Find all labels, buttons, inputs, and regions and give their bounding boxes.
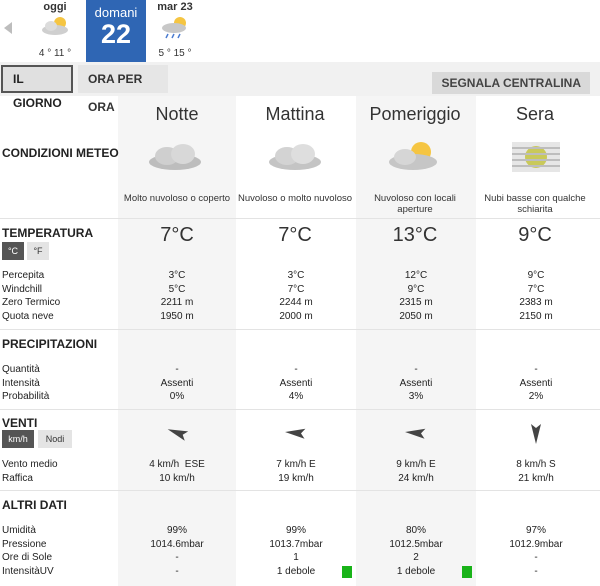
- value: -: [534, 552, 538, 563]
- period-sera: Sera: [515, 104, 555, 124]
- value: 24 km/h: [398, 472, 434, 484]
- value: Assenti: [519, 377, 553, 389]
- condition-desc: Nubi basse con qualche schiarita: [484, 193, 586, 215]
- precip-col-mattina: [236, 363, 356, 404]
- value: -: [534, 565, 538, 577]
- value: 80%: [405, 525, 426, 536]
- value: 2383 m: [519, 297, 553, 308]
- value: 97%: [525, 525, 546, 536]
- value: 4%: [288, 391, 304, 402]
- label-zero-termico: Zero Termico: [2, 297, 61, 308]
- value: -: [414, 364, 418, 375]
- value: 8 km/h S: [516, 459, 556, 470]
- day-name: domani: [94, 5, 138, 20]
- value: 12°C: [404, 270, 428, 281]
- wind-col-pomeriggio: [356, 458, 476, 485]
- value: 2315 m: [399, 297, 433, 308]
- value: 7°C: [527, 283, 545, 295]
- cloudy-icon: [265, 140, 325, 174]
- value: 1013.7mbar: [269, 538, 323, 550]
- temp-col-notte: [118, 269, 236, 323]
- wind-direction-icon: [403, 420, 429, 446]
- sun-cloud-rain-icon: [158, 14, 194, 40]
- value: 1012.9mbar: [509, 538, 563, 550]
- partly-cloudy-icon: [38, 14, 74, 38]
- wind-labels: [2, 458, 58, 485]
- precipitation-title: PRECIPITAZIONI: [2, 337, 98, 351]
- value: 3%: [408, 391, 424, 402]
- value: 21 km/h: [518, 472, 554, 484]
- value: 7 km/h E: [276, 459, 316, 470]
- condition-desc: Nuvoloso con locali aperture: [374, 193, 456, 215]
- period-mattina: Mattina: [265, 104, 325, 124]
- tab-ora-per-ora[interactable]: ORA PER ORA: [78, 65, 168, 93]
- unit-celsius-button[interactable]: °C: [2, 242, 24, 260]
- value: 2: [413, 552, 419, 563]
- condition-desc: Nuvoloso o molto nuvoloso: [237, 193, 353, 204]
- value: 1014.6mbar: [150, 538, 204, 550]
- value: 9 km/h E: [396, 459, 436, 470]
- value: Assenti: [279, 377, 313, 389]
- other-col-sera: [476, 524, 596, 578]
- label-probabilita: Probabilità: [2, 391, 50, 402]
- wind-col-sera: [476, 458, 596, 485]
- other-col-mattina: [236, 524, 356, 578]
- temp-value: 13°C: [392, 224, 438, 246]
- wind-col-notte: [118, 458, 236, 485]
- label-ore-di-sole: Ore di Sole: [2, 552, 53, 563]
- value: -: [175, 565, 179, 577]
- other-col-notte: [118, 524, 236, 578]
- other-col-pomeriggio: [356, 524, 476, 578]
- value: 1950 m: [160, 310, 194, 322]
- value: Assenti: [399, 377, 433, 389]
- value: -: [294, 364, 298, 375]
- precip-labels: [2, 363, 49, 404]
- value: -: [534, 364, 538, 375]
- value: 2000 m: [279, 310, 313, 322]
- unit-knots-button[interactable]: Nodi: [38, 430, 72, 448]
- value: 99%: [166, 525, 187, 536]
- other-labels: [2, 524, 54, 578]
- label-percepita: Percepita: [2, 270, 45, 281]
- previous-day-arrow-icon[interactable]: [4, 22, 12, 34]
- label-intensita-uv: IntensitàUV: [2, 565, 54, 577]
- value: 9°C: [407, 283, 425, 295]
- report-station-button[interactable]: SEGNALA CENTRALINA: [432, 72, 590, 94]
- value: -: [175, 552, 179, 563]
- label-quantita: Quantità: [2, 364, 40, 375]
- day-next[interactable]: [152, 0, 198, 62]
- value: 2211 m: [160, 297, 194, 308]
- precip-col-pomeriggio: [356, 363, 476, 404]
- divider: [0, 329, 600, 330]
- label-pressione: Pressione: [2, 538, 47, 550]
- value: 7°C: [287, 283, 305, 295]
- day-temps: 5 ° 15 °: [158, 48, 192, 59]
- unit-kmh-button[interactable]: km/h: [2, 430, 34, 448]
- label-quota-neve: Quota neve: [2, 310, 54, 322]
- value: Assenti: [160, 377, 194, 389]
- unit-fahrenheit-button[interactable]: °F: [27, 242, 49, 260]
- day-today[interactable]: [30, 0, 80, 62]
- value: 4 km/h ESE: [149, 459, 205, 470]
- value: 2050 m: [399, 310, 433, 322]
- wind-direction-icon: [523, 420, 549, 446]
- day-selected[interactable]: [86, 0, 146, 62]
- tab-il-giorno[interactable]: IL GIORNO: [1, 65, 73, 93]
- value: 1: [293, 552, 299, 563]
- divider: [0, 409, 600, 410]
- day-selector: [0, 0, 600, 62]
- value: 2244 m: [279, 297, 313, 308]
- wind-direction-icon: [165, 420, 191, 446]
- label-intensita: Intensità: [2, 377, 40, 389]
- value: 0%: [169, 391, 185, 402]
- precip-col-notte: [118, 363, 236, 404]
- day-name: oggi: [43, 1, 67, 13]
- day-name: mar 23: [157, 1, 193, 13]
- precip-col-sera: [476, 363, 596, 404]
- day-number: 22: [100, 19, 132, 49]
- day-temps: 4 ° 11 °: [38, 48, 72, 59]
- wind-direction-icon: [283, 420, 309, 446]
- value: 5°C: [168, 283, 186, 295]
- value: 1 debole: [276, 565, 316, 577]
- temp-labels: [2, 269, 60, 323]
- temp-col-mattina: [236, 269, 356, 323]
- divider: [0, 490, 600, 491]
- value: 3°C: [287, 270, 305, 281]
- value: 2%: [528, 391, 544, 402]
- period-pomeriggio: Pomeriggio: [369, 104, 461, 124]
- wind-title: VENTI: [2, 416, 38, 430]
- conditions-title: CONDIZIONI METEO: [2, 146, 119, 160]
- uv-level-indicator: [342, 566, 352, 578]
- temp-value: 7°C: [278, 224, 312, 246]
- value: 1 debole: [396, 565, 436, 577]
- label-vento-medio: Vento medio: [2, 459, 58, 470]
- temp-col-sera: [476, 269, 596, 323]
- value: 9°C: [527, 270, 545, 281]
- divider: [0, 218, 600, 219]
- uv-level-indicator: [462, 566, 472, 578]
- value: 1012.5mbar: [389, 538, 443, 550]
- label-umidita: Umidità: [2, 525, 36, 536]
- value: 2150 m: [519, 310, 553, 322]
- partly-cloudy-icon: [385, 138, 445, 174]
- temp-col-pomeriggio: [356, 269, 476, 323]
- label-windchill: Windchill: [2, 283, 43, 295]
- overcast-cloud-icon: [145, 140, 205, 174]
- temp-value: 7°C: [160, 224, 194, 246]
- label-raffica: Raffica: [2, 472, 33, 484]
- wind-col-mattina: [236, 458, 356, 485]
- value: 19 km/h: [278, 472, 314, 484]
- value: 3°C: [168, 270, 186, 281]
- temp-value: 9°C: [518, 224, 552, 246]
- other-data-title: ALTRI DATI: [2, 498, 67, 512]
- value: 99%: [285, 525, 306, 536]
- condition-desc: Molto nuvoloso o coperto: [123, 193, 231, 204]
- value: 10 km/h: [159, 472, 195, 484]
- temperature-title: TEMPERATURA: [2, 226, 94, 240]
- value: -: [175, 364, 179, 375]
- fog-icon: [508, 138, 564, 176]
- period-notte: Notte: [155, 104, 199, 124]
